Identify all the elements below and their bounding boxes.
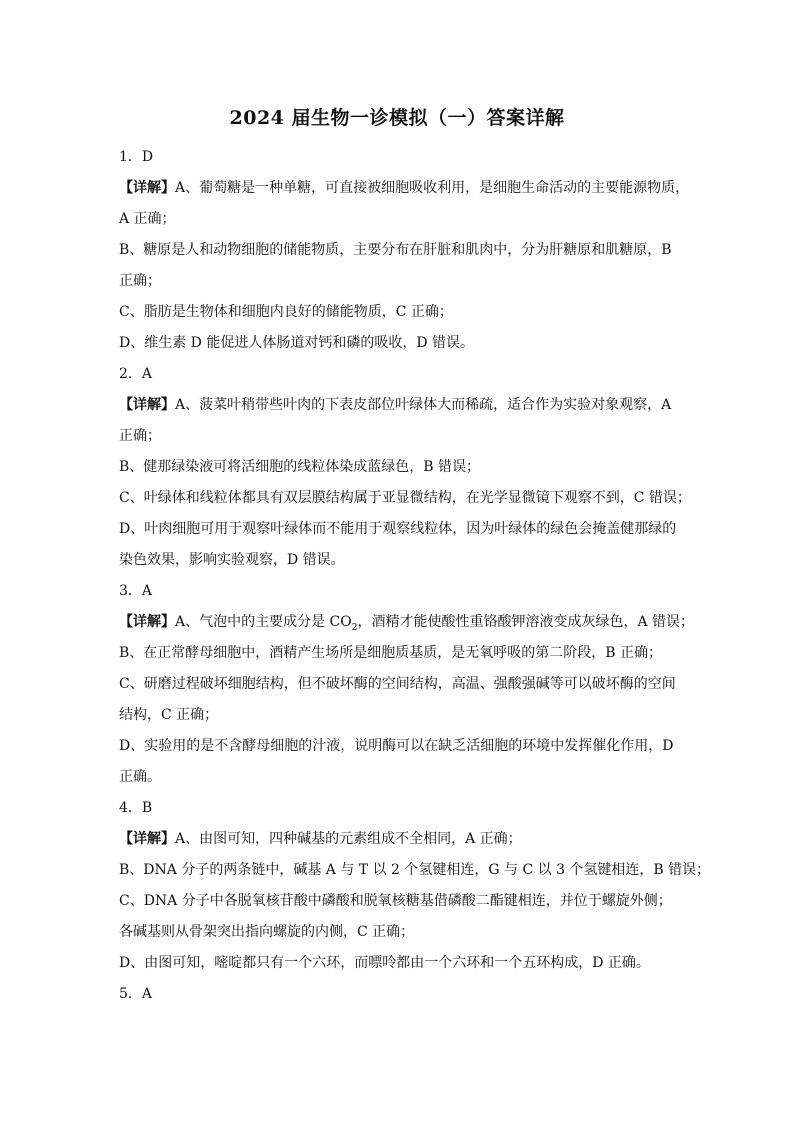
subscript: 2 (351, 622, 358, 633)
detail-text: A、由图可知，四种碱基的元素组成不全相同，A 正确； (175, 831, 522, 847)
detail-line: B、健那绿染液可将活细胞的线粒体染成蓝绿色，B 错误； (119, 459, 481, 475)
detail-line (119, 173, 690, 204)
answer-number: 2．A (119, 366, 153, 382)
detail-line: D、由图可知，嘧啶都只有一个六环，而嘌呤都由一个六环和一个五环构成，D 正确。 (119, 955, 650, 971)
detail-tag: 【详解】 (119, 180, 175, 196)
detail-line (119, 607, 695, 638)
detail-line: 正确； (119, 273, 161, 289)
detail-line: C、叶绿体和线粒体都具有双层膜结构属于亚显微结构，在光学显微镜下观察不到，C 错误； (119, 490, 691, 506)
detail-line: B、糖原是人和动物细胞的储能物质，主要分布在肝脏和肌肉中，分为肝糖原和肌糖原，B (119, 242, 672, 258)
detail-line: 染色效果，影响实验观察，D 错误。 (119, 552, 345, 568)
answer-number: 1．D (119, 149, 154, 165)
detail-line: D、实验用的是不含酵母细胞的汁液，说明酶可以在缺乏活细胞的环境中发挥催化作用，D (119, 738, 674, 754)
detail-text: A、葡萄糖是一种单糖，可直接被细胞吸收利用，是细胞生命活动的主要能源物质， (175, 180, 690, 196)
answer-content (119, 142, 711, 1010)
detail-line: B、DNA 分子的两条链中，碱基 A 与 T 以 2 个氢键相连，G 与 C 以 3 个氢键相连，B 错误； (119, 862, 711, 878)
answer-number: 4．B (119, 800, 153, 816)
detail-line: C、DNA 分子中各脱氧核苷酸中磷酸和脱氧核糖基借磷酸二酯键相连，并位于螺旋外侧； (119, 893, 672, 909)
detail-line: A 正确； (119, 211, 176, 227)
page-title: 2024 届生物一诊模拟（一）答案详解 (229, 107, 565, 129)
detail-line: B、在正常酵母细胞中，酒精产生场所是细胞质基质，是无氧呼吸的第二阶段，B 正确； (119, 645, 663, 661)
detail-text: A、菠菜叶稍带些叶肉的下表皮部位叶绿体大而稀疏，适合作为实验对象观察，A (175, 397, 672, 413)
detail-tag: 【详解】 (119, 831, 175, 847)
detail-text: A、气泡中的主要成分是 CO (175, 614, 352, 630)
detail-text: ，酒精才能使酸性重铬酸钾溶液变成灰绿色，A 错误； (357, 614, 695, 630)
detail-tag: 【详解】 (119, 397, 175, 413)
detail-line: 结构，C 正确； (119, 707, 219, 723)
detail-line (119, 390, 679, 421)
detail-line: D、维生素 D 能促进人体肠道对钙和磷的吸收，D 错误。 (119, 335, 475, 351)
answer-number: 3．A (119, 583, 153, 599)
detail-line: C、研磨过程破坏细胞结构，但不破坏酶的空间结构，高温、强酸强碱等可以破坏酶的空间 (119, 676, 676, 692)
detail-line (119, 824, 679, 855)
detail-line: D、叶肉细胞可用于观察叶绿体而不能用于观察线粒体，因为叶绿体的绿色会掩盖健那绿的 (119, 521, 677, 537)
detail-line: 正确； (119, 428, 161, 444)
answer-number: 5．A (119, 986, 153, 1002)
detail-line: C、脂肪是生物体和细胞内良好的储能物质，C 正确； (119, 304, 453, 320)
detail-tag: 【详解】 (119, 614, 175, 630)
detail-line: 各碱基则从骨架突出指向螺旋的内侧，C 正确； (119, 924, 415, 940)
detail-line: 正确。 (119, 769, 161, 785)
